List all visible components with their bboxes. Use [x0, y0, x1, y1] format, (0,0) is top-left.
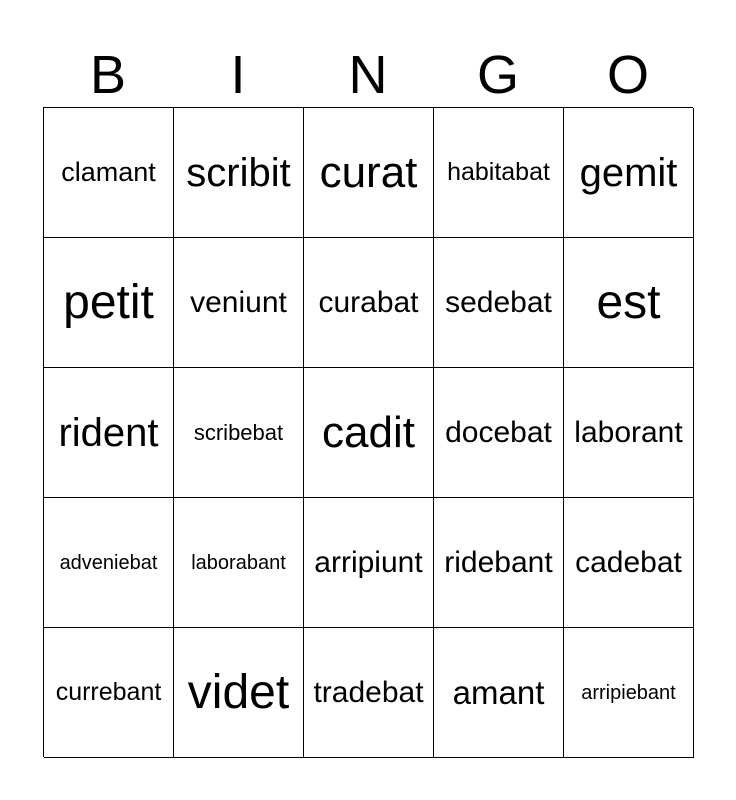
- header-letter-n: N: [348, 45, 388, 105]
- bingo-cell[interactable]: curabat: [304, 238, 434, 368]
- bingo-cell[interactable]: cadebat: [564, 498, 694, 628]
- bingo-cell[interactable]: scribit: [174, 108, 304, 238]
- bingo-header: [43, 44, 693, 106]
- bingo-cell[interactable]: est: [564, 238, 694, 368]
- bingo-cell[interactable]: tradebat: [304, 628, 434, 758]
- bingo-cell[interactable]: arripiebant: [564, 628, 694, 758]
- bingo-cell[interactable]: clamant: [44, 108, 174, 238]
- bingo-cell[interactable]: currebant: [44, 628, 174, 758]
- bingo-cell[interactable]: laborabant: [174, 498, 304, 628]
- bingo-cell[interactable]: habitabat: [434, 108, 564, 238]
- header-letter-i: I: [230, 45, 246, 105]
- bingo-cell[interactable]: petit: [44, 238, 174, 368]
- bingo-cell[interactable]: ridebant: [434, 498, 564, 628]
- bingo-cell[interactable]: docebat: [434, 368, 564, 498]
- header-letter-o: O: [606, 45, 649, 105]
- bingo-cell[interactable]: scribebat: [174, 368, 304, 498]
- header-letter-g: G: [476, 45, 519, 105]
- bingo-cell[interactable]: cadit: [304, 368, 434, 498]
- header-letter-b: B: [89, 45, 127, 105]
- bingo-cell[interactable]: gemit: [564, 108, 694, 238]
- bingo-board: [43, 107, 693, 757]
- bingo-cell[interactable]: rident: [44, 368, 174, 498]
- bingo-cell[interactable]: amant: [434, 628, 564, 758]
- bingo-cell[interactable]: sedebat: [434, 238, 564, 368]
- bingo-cell[interactable]: arripiunt: [304, 498, 434, 628]
- bingo-cell[interactable]: laborant: [564, 368, 694, 498]
- bingo-cell[interactable]: videt: [174, 628, 304, 758]
- bingo-cell[interactable]: curat: [304, 108, 434, 238]
- bingo-cell[interactable]: adveniebat: [44, 498, 174, 628]
- bingo-cell[interactable]: veniunt: [174, 238, 304, 368]
